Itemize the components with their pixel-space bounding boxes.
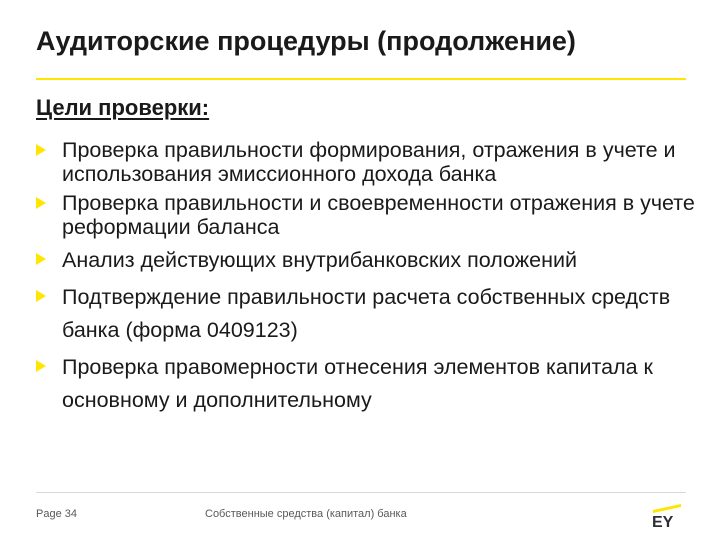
bullet-text: Проверка правомерности отнесения элементов капитала к основному и дополнительному [62, 355, 653, 412]
bullet-list [36, 138, 696, 421]
bullet-text: Подтверждение правильности расчета собственных средств банка (форма 0409123) [62, 285, 671, 342]
bullet-text: Проверка правильности формирования, отражения в учете и использования эмиссионного дохода банка [62, 138, 676, 186]
bullet-item [36, 281, 696, 347]
bullet-text: Анализ действующих внутрибанковских положений [62, 248, 577, 272]
bullet-item [36, 138, 696, 186]
bullet-text: Проверка правильности и своевременности отражения в учете реформации баланса [62, 191, 695, 239]
footer-divider [36, 492, 686, 493]
bullet-item [36, 191, 696, 239]
bullet-item [36, 351, 696, 417]
triangle-bullet-icon [36, 360, 46, 372]
slide-title: Аудиторские процедуры (продолжение) [36, 26, 576, 56]
section-heading: Цели проверки: [36, 95, 210, 120]
triangle-bullet-icon [36, 144, 46, 156]
bullet-item [36, 244, 696, 277]
triangle-bullet-icon [36, 197, 46, 209]
page-number: Page 34 [36, 508, 77, 520]
title-divider [36, 78, 686, 80]
triangle-bullet-icon [36, 290, 46, 302]
logo-text: EY [652, 514, 674, 528]
ey-logo-icon [651, 502, 687, 528]
triangle-bullet-icon [36, 253, 46, 265]
footer-document-title: Собственные средства (капитал) банка [205, 508, 407, 520]
